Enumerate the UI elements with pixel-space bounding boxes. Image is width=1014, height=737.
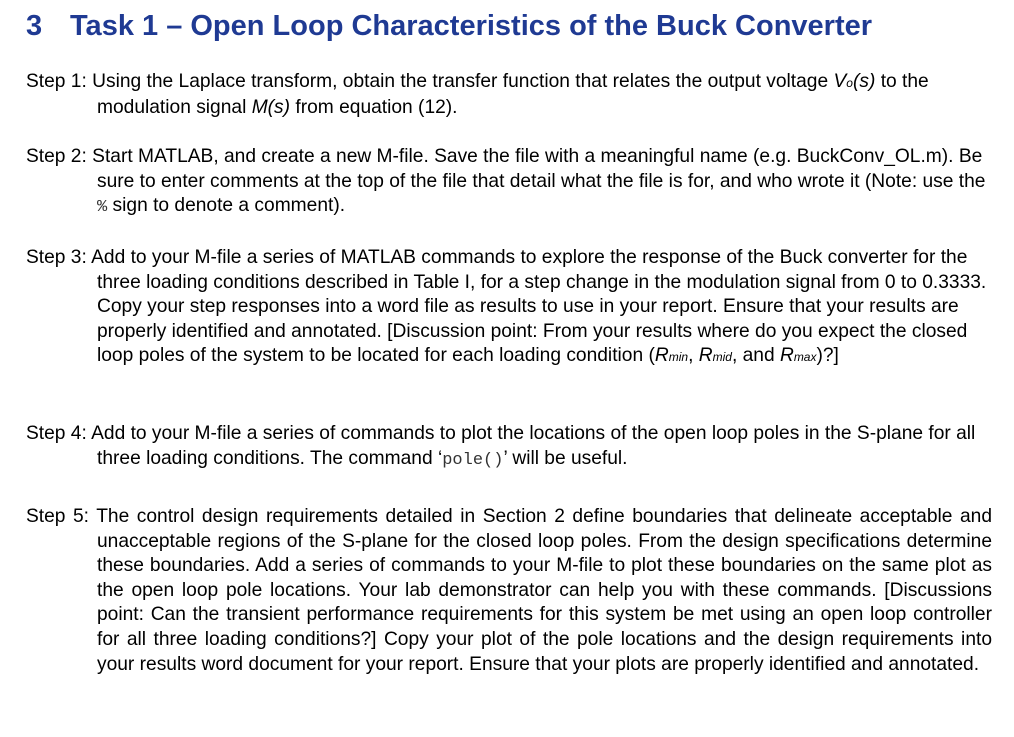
step-1 bbox=[26, 70, 992, 120]
step-4-text-a: Add to your M-file a series of commands to plot the locations of the open loop poles in the S-plane for all three loading conditions. The command ‘ bbox=[91, 423, 976, 469]
step-5-text: The control design requirements detailed in Section 2 define boundaries that delineate acceptable and unacceptable regions of the S-plane for the closed loop poles. From the design specifications determine these boundaries. Add a series of commands to your M-file to plot these boundaries on the same plot as the open loop pole locations. Your lab demonstrator can help you with these commands. [Discussions point: Can the transient performance requirements for this system be met using an open loop controller for all three loading conditions?] Copy your plot of the pole locations and the design requirements into your results word document for your report. Ensure that your plots are properly identified and annotated. bbox=[96, 506, 992, 675]
r-min-symbol: Rmin bbox=[654, 345, 689, 367]
step-5-label: Step 5: bbox=[26, 506, 90, 527]
r-mid-symbol: Rmid bbox=[698, 345, 732, 367]
step-3-text-a: Add to your M-file a series of MATLAB commands to explore the response of the Buck converter for the three loading conditions described in Table I, for a step change in the modulation signal from 0 to 0.3333. Copy your step responses into a word file as results to use in your report. Ensure that your results are properly identified and annotated. [Discussion point: From your results where do you expect the closed loop poles of the system to be located for each loading condition ( bbox=[91, 247, 987, 367]
step-1-label: Step 1: bbox=[26, 71, 87, 92]
step-3: Step 3: Add to your M-file a series of MATLAB commands to explore the response of the Buck converter for the three loading conditions described in Table I, for a step change in the modulation signal from 0 to 0.3333. Copy your step responses into a word file as results to use in your report. Ensure that your results are properly identified and annotated. [Discussion point: From your results where do you expect the closed loop poles of the system to be located for each loading condition (Rmin, Rmid, and Rmax)?] bbox=[26, 247, 987, 367]
step-2 bbox=[26, 145, 992, 221]
section-heading bbox=[26, 8, 872, 44]
r-max-symbol: Rmax bbox=[779, 345, 817, 367]
step-4-label: Step 4: bbox=[26, 423, 87, 444]
step-4-text-b: ’ will be useful. bbox=[503, 447, 628, 469]
step-2-text-a: Start MATLAB, and create a new M-file. Save the file with a meaningful name (e.g. BuckConv_OL.m). Be sure to enter comments at the top of the file that detail what the file is for, and who wrote it (Note: use the bbox=[92, 146, 986, 192]
comment-sign-code: % bbox=[97, 198, 108, 218]
step-4 bbox=[26, 422, 992, 473]
step-3-label: Step 3: bbox=[26, 247, 87, 268]
step-3-text-b: )?] bbox=[816, 345, 839, 367]
step-2-text-b: sign to denote a comment). bbox=[112, 195, 346, 217]
section-number: 3 bbox=[26, 10, 43, 42]
section-title: Task 1 – Open Loop Characteristics of the Buck Converter bbox=[70, 10, 873, 42]
step-2-label: Step 2: bbox=[26, 146, 87, 167]
step-1-text-a: Using the Laplace transform, obtain the transfer function that relates the output voltage bbox=[92, 71, 829, 92]
pole-command-code: pole() bbox=[442, 450, 504, 470]
step-1-text-b: to the modulation signal bbox=[97, 71, 929, 118]
output-voltage-symbol: Vo(s) bbox=[833, 71, 876, 92]
step-5 bbox=[26, 505, 992, 677]
modulation-signal-symbol: M(s) bbox=[251, 96, 291, 118]
step-1-text-c: from equation (12). bbox=[295, 96, 458, 118]
